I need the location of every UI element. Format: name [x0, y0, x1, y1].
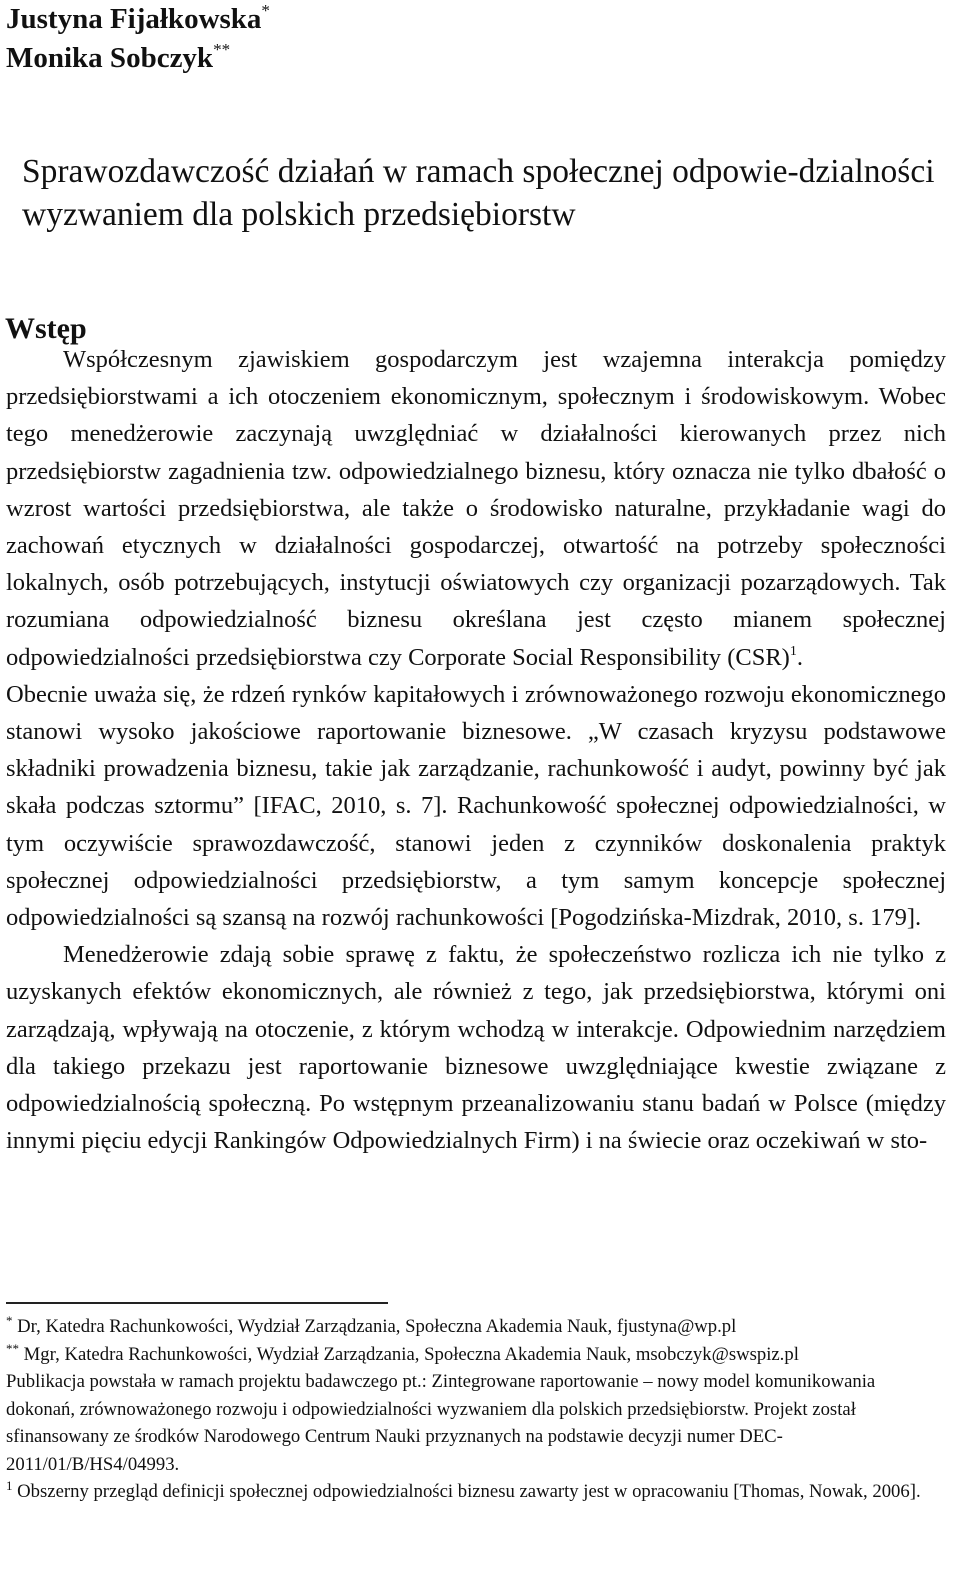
footnote [6, 1368, 946, 1478]
author-name [6, 0, 270, 39]
author-name [6, 39, 270, 78]
footnote [6, 1313, 946, 1341]
paper-title: Sprawozdawczość działań w ramach społecznej odpowie-dzialności wyzwaniem dla polskich przedsiębiorstw [22, 153, 935, 233]
paragraph-text: . [796, 643, 803, 671]
footnote [6, 1341, 946, 1369]
section-heading: Wstęp [5, 312, 87, 345]
footnote-divider [6, 1302, 388, 1304]
author-name-text: Justyna Fijałkowska [6, 3, 262, 35]
body-text [6, 341, 946, 1159]
footnote-text: Publikacja powstała w ramach projektu badawczego pt.: Zintegrowane raportowanie – nowy model komunikowania dokonań, zrównoważonego rozwoju i odpowiedzialności wyzwaniem dla polskich przedsiębiorstw. Projekt został sfinansowany ze środków Narodowego Centrum Nauki przyznanych na podstawie decyzji numer DEC-2011/01/B/HS4/04993. [6, 1371, 876, 1475]
footnotes [6, 1313, 946, 1506]
footnote-mark: ** [6, 1340, 19, 1356]
paragraph [6, 341, 946, 676]
author-footnote-mark: * [261, 1, 270, 20]
author-list [6, 0, 270, 78]
footnote-mark: * [6, 1313, 13, 1328]
footnote-text: Dr, Katedra Rachunkowości, Wydział Zarządzania, Społeczna Akademia Nauk, fjustyna@wp.pl [17, 1316, 737, 1337]
footnote-mark: 1 [6, 1478, 13, 1493]
footnote-reference: 1 [789, 643, 797, 659]
author-name-text: Monika Sobczyk [6, 42, 214, 74]
paragraph-text: Współczesnym zjawiskiem gospodarczym jest wzajemna interakcja pomiędzy przedsiębiorstwami a ich otoczeniem ekonomicznym, społecznym i środowiskowym. Wobec tego menedżerowie zaczynają uwzględniać w działalności kierowanych przez nich przedsiębiorstw zagadnienia tzw. odpowiedzialnego biznesu, który oznacza nie tylko dbałość o wzrost wartości przedsiębiorstwa, ale także o środowisko naturalne, przykładanie wagi do zachowań etycznych w działalności gospodarczej, otwartość na potrzeby społeczności lokalnych, osób potrzebujących, instytucji oświatowych czy organizacji pozarządowych. Tak rozumiana odpowiedzialność biznesu określana jest często mianem społecznej odpowiedzialności przedsiębiorstwa czy Corporate Social Responsibility (CSR) [6, 346, 946, 671]
footnote-text: Obszerny przegląd definicji społecznej odpowiedzialności biznesu zawarty jest w opracowaniu [Thomas, Nowak, 2006]. [17, 1481, 921, 1502]
paragraph: Obecnie uważa się, że rdzeń rynków kapitałowych i zrównoważonego rozwoju ekonomicznego stanowi wysoko jakościowe raportowanie biznesowe. „W czasach kryzysu podstawowe składniki prowadzenia biznesu, takie jak zarządzanie, rachunkowość i audyt, powinny być jak skała podczas sztormu” [IFAC, 2010, s. 7]. Rachunkowość społecznej odpowiedzialności, w tym oczywiście sprawozdawczość, stanowi jeden z czynników doskonalenia praktyk społecznej odpowiedzialności przedsiębiorstw, a tym samym koncepcje społecznej odpowiedzialności są szansą na rozwój rachunkowości [Pogodzińska-Mizdrak, 2010, s. 179]. [6, 680, 946, 932]
footnote-text: Mgr, Katedra Rachunkowości, Wydział Zarządzania, Społeczna Akademia Nauk, msobczyk@swspiz.pl [23, 1343, 799, 1365]
paragraph: Menedżerowie zdają sobie sprawę z faktu, że społeczeństwo rozlicza ich nie tylko z uzyskanych efektów ekonomicznych, ale również z tego, jak przedsiębiorstwa, którymi oni zarządzają, wpływają na otoczenie, z którym wchodzą w interakcje. Odpowiednim narzędziem dla takiego przekazu jest raportowanie biznesowe uwzględniające kwestie związane z odpowiedzialnością społeczną. Po wstępnym przeanalizowaniu stanu badań w Polsce (między innymi pięciu edycji Rankingów Odpowiedzialnych Firm) i na świecie oraz oczekiwań w sto- [6, 941, 946, 1155]
author-footnote-mark: ** [213, 40, 231, 59]
footnote [6, 1478, 946, 1506]
